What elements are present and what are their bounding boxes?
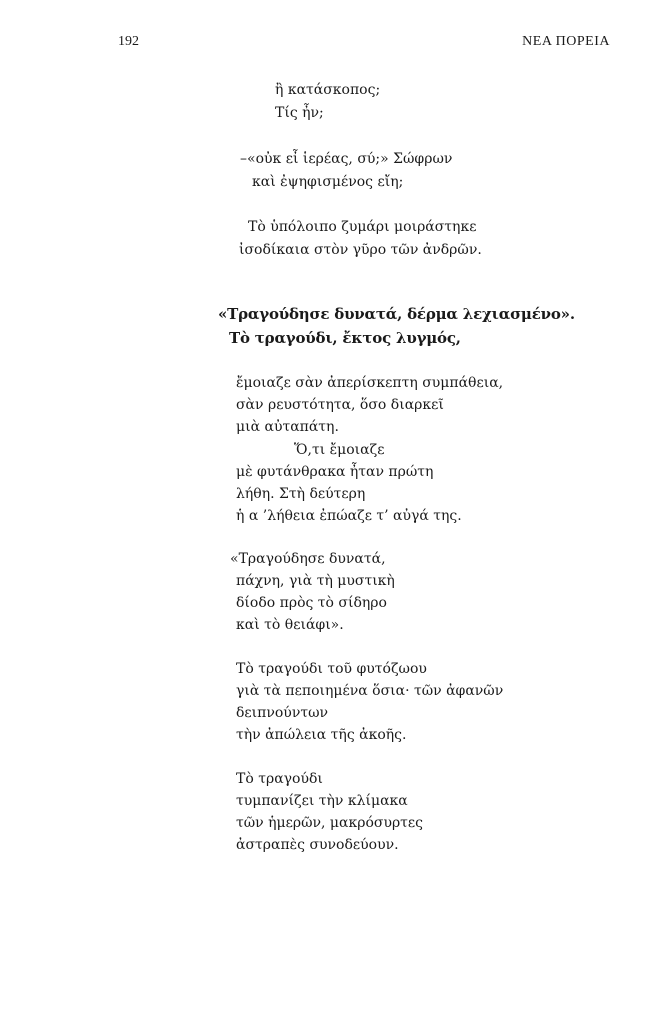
poem-line: Ὅ,τι ἔμοιαζε [294,442,385,458]
poem-line: Τὸ τραγούδι [236,771,323,787]
poem-line: μὲ φυτάνθρακα ἦταν πρώτη [236,464,434,480]
poem-line: δειπνούντων [236,705,329,721]
poem-line: τῶν ἡμερῶν, μακρόσυρτες [236,815,424,831]
poem-line: καὶ ἐψηφισμένος εἴη; [252,174,404,190]
poem-line: σὰν ρευστότητα, ὅσο διαρκεῖ [236,397,444,413]
poem-line: γιὰ τὰ πεποιημένα ὅσια· τῶν ἀφανῶν [236,683,504,699]
poem-line: –«οὐκ εἶ ἱερέας, σύ;» Σώφρων [240,151,453,167]
page-header [0,34,670,54]
poem-line: Τίς ἦν; [275,105,324,121]
poem-line: ἰσοδίκαια στὸν γῦρο τῶν ἀνδρῶν. [239,242,482,258]
poem-line-bold: «Τραγούδησε δυνατά, δέρμα λεχιασμένο». [218,305,575,323]
page-number: 192 [118,34,139,49]
poem-line: ἔμοιαζε σὰν ἀπερίσκεπτη συμπάθεια, [236,375,504,391]
poem-line: Τὸ τραγούδι τοῦ φυτόζωου [236,661,427,677]
poem-line: Τὸ ὑπόλοιπο ζυμάρι μοιράστηκε [248,219,477,235]
poem-line: ἀστραπὲς συνοδεύουν. [236,837,399,853]
poem-line: δίοδο πρὸς τὸ σίδηρο [236,595,387,611]
poem-line: «Τραγούδησε δυνατά, [230,551,386,567]
poem-line: λήθη. Στὴ δεύτερη [236,486,366,502]
poem-line: τὴν ἀπώλεια τῆς ἀκοῆς. [236,727,407,743]
poem-line: μιὰ αὐταπάτη. [236,419,339,435]
poem-line: ἢ κατάσκοπος; [275,82,381,98]
poem-line: πάχνη, γιὰ τὴ μυστικὴ [236,573,395,589]
poem-line: τυμπανίζει τὴν κλίμακα [236,793,408,809]
journal-title: ΝΕΑ ΠΟΡΕΙΑ [522,34,610,49]
poem-line: καὶ τὸ θειάφι». [236,617,344,633]
poem-line-bold: Τὸ τραγούδι, ἔκτος λυγμός, [229,329,461,347]
poem-line: ἡ α ’λήθεια ἐπώαζε τ’ αὐγά της. [236,508,462,524]
